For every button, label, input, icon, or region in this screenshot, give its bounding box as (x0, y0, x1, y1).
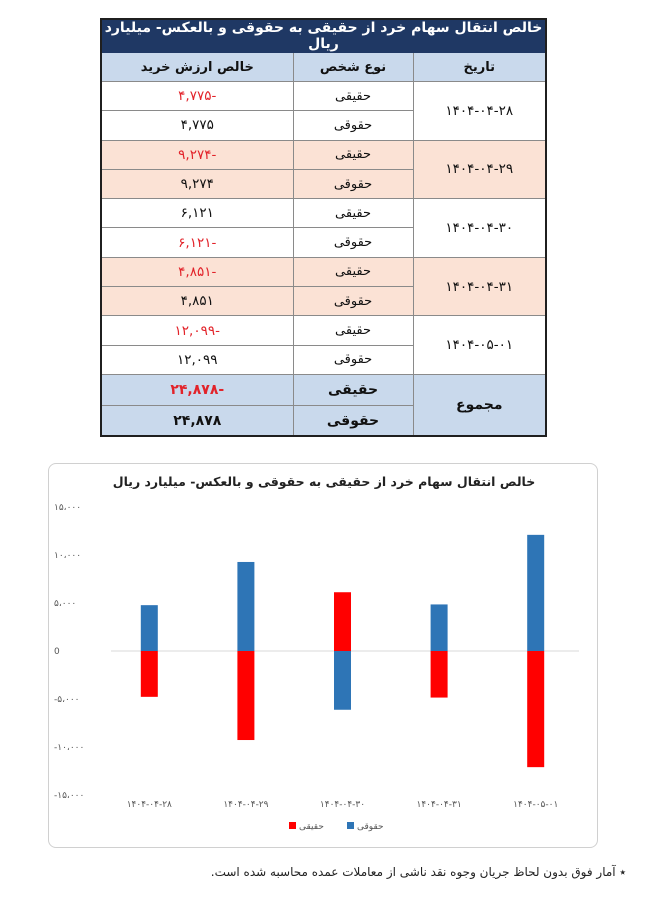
bar-hoghooghi (237, 562, 254, 651)
legend-swatch (289, 822, 296, 829)
net-value-cell: ۹,۲۷۴ (101, 169, 293, 198)
net-value-cell: ۶,۱۲۱ (101, 199, 293, 228)
date-cell: ۱۴۰۴-۰۴-۳۰ (413, 199, 546, 258)
y-tick-label: 0 (54, 647, 60, 657)
total-person-type-cell: حقوقی (293, 405, 413, 436)
net-transfer-table (100, 18, 547, 437)
bar-hoghooghi (431, 604, 448, 651)
legend-swatch (347, 822, 354, 829)
bar-hoghooghi (334, 651, 351, 710)
person-type-cell: حقیقی (293, 257, 413, 286)
header-person-type: نوع شخص (293, 53, 413, 82)
x-category-label: ۱۴۰۴-۰۴-۳۰ (319, 800, 366, 810)
net-value-cell: -۶,۱۲۱ (101, 228, 293, 257)
table-row (101, 82, 546, 111)
y-tick-label: -۱۰،۰۰۰ (54, 743, 85, 753)
net-value-cell: ۴,۷۷۵ (101, 111, 293, 140)
chart-title: خالص انتقال سهام خرد از حقیقی به حقوقی و بالعکس- میلیارد ریال (112, 474, 536, 489)
date-cell: ۱۴۰۴-۰۴-۲۸ (413, 82, 546, 141)
y-tick-label: ۵،۰۰۰ (54, 599, 77, 609)
person-type-cell: حقوقی (293, 169, 413, 198)
bar-haghighi (141, 651, 158, 697)
bar-hoghooghi (141, 605, 158, 651)
bar-chart (49, 464, 599, 849)
bar-haghighi (431, 651, 448, 698)
legend-label: حقوقی (357, 822, 384, 832)
x-category-label: ۱۴۰۴-۰۴-۲۹ (223, 800, 269, 810)
footnote: ٭ آمار فوق بدون لحاظ جریان وجوه نقد ناشی از معاملات عمده محاسبه شده است. (210, 865, 626, 879)
net-value-cell: ۱۲,۰۹۹ (101, 345, 293, 374)
y-tick-label: ۱۰،۰۰۰ (54, 551, 82, 561)
person-type-cell: حقیقی (293, 199, 413, 228)
date-cell: ۱۴۰۴-۰۴-۳۱ (413, 257, 546, 316)
header-net-value: خالص ارزش خرید (101, 53, 293, 82)
y-tick-label: ۱۵،۰۰۰ (54, 503, 82, 513)
table-title: خالص انتقال سهام خرد از حقیقی به حقوقی و بالعکس- میلیارد ریال (101, 19, 546, 53)
net-value-cell: -۱۲,۰۹۹ (101, 316, 293, 345)
bar-haghighi (237, 651, 254, 740)
legend-label: حقیقی (299, 822, 324, 832)
person-type-cell: حقیقی (293, 140, 413, 169)
person-type-cell: حقوقی (293, 287, 413, 316)
net-value-cell: -۹,۲۷۴ (101, 140, 293, 169)
total-row (101, 374, 546, 405)
date-cell: ۱۴۰۴-۰۴-۲۹ (413, 140, 546, 199)
table-header-row (101, 53, 546, 82)
date-cell: ۱۴۰۴-۰۵-۰۱ (413, 316, 546, 375)
bar-hoghooghi (527, 535, 544, 651)
x-category-label: ۱۴۰۴-۰۴-۳۱ (416, 800, 462, 810)
x-category-label: ۱۴۰۴-۰۵-۰۱ (513, 800, 559, 810)
net-value-cell: ۴,۸۵۱ (101, 287, 293, 316)
table-body (101, 19, 546, 436)
person-type-cell: حقیقی (293, 316, 413, 345)
net-value-cell: -۴,۷۷۵ (101, 82, 293, 111)
chart-panel (48, 463, 598, 848)
y-tick-label: -۵،۰۰۰ (54, 695, 80, 705)
header-date: تاریخ (413, 53, 546, 82)
table-row (101, 199, 546, 228)
person-type-cell: حقوقی (293, 228, 413, 257)
total-person-type-cell: حقیقی (293, 374, 413, 405)
table-row (101, 316, 546, 345)
bar-haghighi (527, 651, 544, 767)
total-value-cell: ۲۴,۸۷۸ (101, 405, 293, 436)
person-type-cell: حقوقی (293, 345, 413, 374)
person-type-cell: حقوقی (293, 111, 413, 140)
table-title-row (101, 19, 546, 53)
x-category-label: ۱۴۰۴-۰۴-۲۸ (126, 800, 172, 810)
y-tick-label: -۱۵،۰۰۰ (54, 791, 85, 801)
total-label: مجموع (413, 374, 546, 436)
bar-haghighi (334, 592, 351, 651)
person-type-cell: حقیقی (293, 82, 413, 111)
table-row (101, 140, 546, 169)
table-row (101, 257, 546, 286)
total-value-cell: -۲۴,۸۷۸ (101, 374, 293, 405)
net-value-cell: -۴,۸۵۱ (101, 257, 293, 286)
